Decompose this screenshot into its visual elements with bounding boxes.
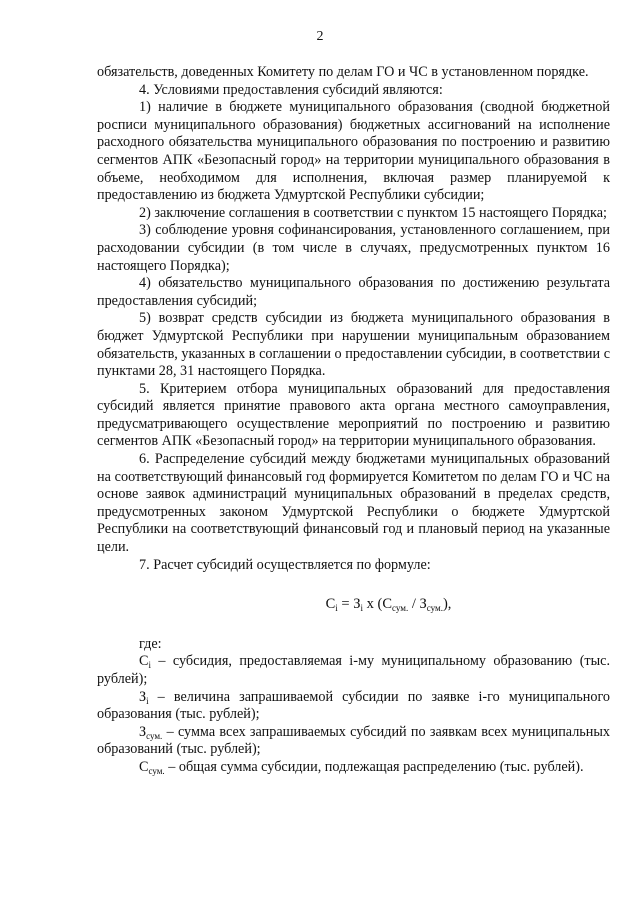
- paragraph: 5. Критерием отбора муниципальных образований для предоставления субсидий является принятие правового акта органа местного самоуправления, предусматривающего осуществление мероприятий по построению и развитию сегментов АПК «Безопасный город» на территории муниципального образования.: [97, 380, 610, 450]
- paragraph: 3) соблюдение уровня софинансирования, установленного соглашением, при расходовании субсидии (в том числе в случаях, предусмотренных пунктом 16 настоящего Порядка);: [97, 222, 610, 274]
- paragraph: 5) возврат средств субсидии из бюджета муниципального образования в бюджет Удмуртской Республики при нарушении муниципальным образованием обязательств, указанных в соглашении о предоставлении субсидии, в соответствии с пунктами 28, 31 настоящего Порядка.: [97, 310, 610, 380]
- definition: $З_i$ – величина запрашиваемой субсидии по заявке i-го муниципального образования (тыс. рублей);: [97, 688, 610, 723]
- paragraph: 4. Условиями предоставления субсидий являются:: [139, 81, 443, 98]
- paragraph: 2) заключение соглашения в соответствии с пунктом 15 настоящего Порядка;: [139, 204, 607, 221]
- paragraph: обязательств, доведенных Комитету по делам ГО и ЧС в установленном порядке.: [97, 64, 589, 80]
- page-number: 2: [316, 29, 324, 44]
- document-body: [97, 64, 610, 777]
- definition: $З_{сум.}$ – сумма всех запрашиваемых субсидий по заявкам всех муниципальных образований (тыс. рублей);: [97, 723, 610, 758]
- where-label: где:: [139, 635, 162, 652]
- paragraph: 4) обязательство муниципального образования по достижению результата предоставления субсидий;: [97, 275, 610, 309]
- definition: $С_{сум.}$ – общая сумма субсидии, подлежащая распределению (тыс. рублей).: [139, 758, 584, 776]
- paragraph: 6. Распределение субсидий между бюджетами муниципальных образований на соответствующий финансовый год формируется Комитетом по делам ГО и ЧС на основе заявок администраций муниципальных образований в пределах средств, предусмотренных законом Удмуртской Республики о бюджете Удмуртской Республики на соответствующий финансовый год и плановый период на указанные цели.: [97, 451, 610, 556]
- paragraph: 1) наличие в бюджете муниципального образования (сводной бюджетной росписи муниципального образования) бюджетных ассигнований на исполнение расходного обязательства муниципального образования по построению и развитию сегментов АПК «Безопасный город» на территории муниципального образования в объеме, необходимом для исполнения, включая размер планируемой к предоставлению из бюджета Удмуртской Республики субсидии;: [97, 99, 610, 204]
- subsidy-formula: $С_i = З_i$ x $(С_{сум.} / З_{сум.})$,: [325, 596, 452, 614]
- definition: $С_i$ – субсидия, предоставляемая i-му муниципальному образованию (тыс. рублей);: [97, 653, 610, 687]
- paragraph: 7. Расчет субсидий осуществляется по формуле:: [139, 556, 431, 573]
